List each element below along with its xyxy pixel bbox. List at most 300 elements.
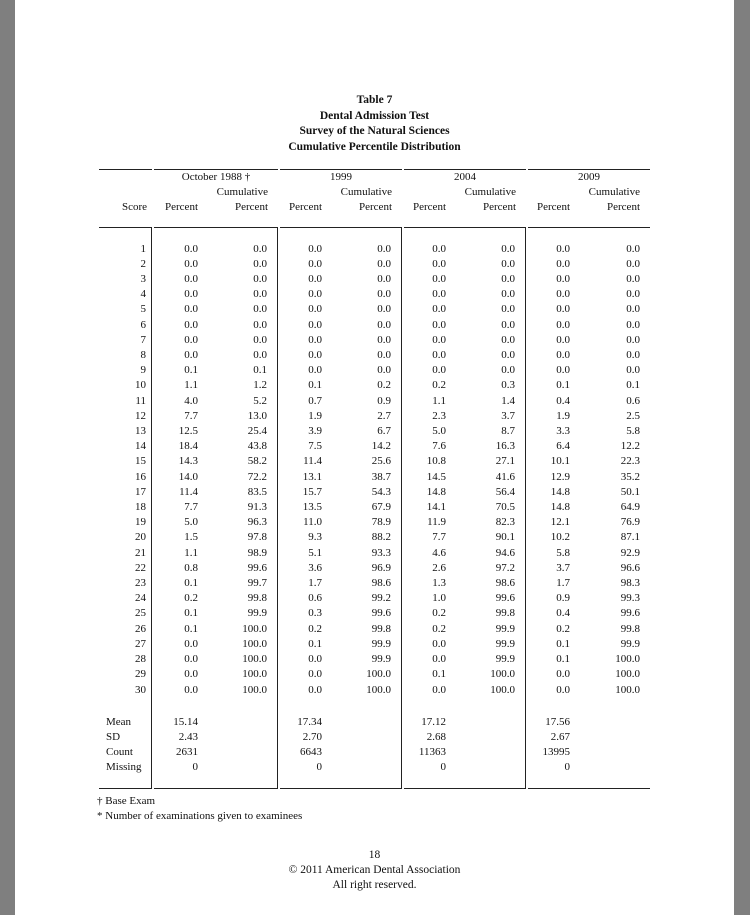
cumulative-header-row <box>99 185 650 200</box>
percent-cell: 0.4 <box>556 394 570 407</box>
percent-cell: 4.6 <box>432 546 446 559</box>
summary-value-cell: 15.14 <box>173 715 198 728</box>
summary-empty-cell <box>588 730 650 745</box>
percent-cell: 14.8 <box>426 485 446 498</box>
percent-cell: 0.0 <box>308 683 322 696</box>
percent-cell: 0.0 <box>184 303 198 316</box>
percent-cell: 5.0 <box>184 516 198 529</box>
cumulative-cell: 0.0 <box>464 257 526 272</box>
percent-cell: 7.6 <box>432 440 446 453</box>
percent-cell: 0.0 <box>432 318 446 331</box>
cumulative-cell: 0.1 <box>626 379 640 392</box>
percent-cell: 7.7 <box>184 409 198 422</box>
summary-value-cell: 0 <box>192 761 198 774</box>
cumulative-cell: 0.3 <box>464 378 526 393</box>
percent-cell: 18.4 <box>178 440 198 453</box>
cumulative-percent-column-header: Percent <box>359 201 392 214</box>
score-cell: 18 <box>99 500 152 515</box>
summary-value-cell: 17.56 <box>545 715 570 728</box>
summary-empty-cell <box>340 715 402 730</box>
cumulative-cell: 1.2 <box>216 378 278 393</box>
cumulative-cell: 0.0 <box>626 242 640 255</box>
summary-empty-cell <box>216 745 278 760</box>
cumulative-cell: 100.0 <box>615 668 640 681</box>
percent-cell: 7.7 <box>184 501 198 514</box>
table-row <box>99 302 650 317</box>
score-cell: 3 <box>99 272 152 287</box>
percent-cell: 0.0 <box>184 273 198 286</box>
cumulative-cell: 76.9 <box>620 516 640 529</box>
percent-cell: 0.0 <box>308 303 322 316</box>
percent-cell: 0.0 <box>308 318 322 331</box>
cumulative-percent-column-header: Percent <box>607 201 640 214</box>
percent-cell: 0.0 <box>184 683 198 696</box>
cumulative-cell: 0.0 <box>464 302 526 317</box>
cumulative-cell: 12.2 <box>620 440 640 453</box>
score-cell: 14 <box>99 439 152 454</box>
percent-cell: 3.7 <box>556 561 570 574</box>
percent-cell: 1.7 <box>308 577 322 590</box>
cumulative-cell: 99.9 <box>340 637 402 652</box>
cumulative-cell: 58.2 <box>216 454 278 469</box>
summary-label-cell: Mean <box>99 715 152 730</box>
cumulative-cell: 0.0 <box>626 303 640 316</box>
summary-empty-cell <box>464 745 526 760</box>
score-cell: 21 <box>99 546 152 561</box>
summary-value-cell: 2.68 <box>426 730 446 743</box>
score-cell: 24 <box>99 591 152 606</box>
bottom-rule <box>99 788 650 789</box>
cumulative-cell: 0.0 <box>216 318 278 333</box>
year-header-2009: 2009 <box>578 171 600 183</box>
cumulative-cell: 0.0 <box>464 363 526 378</box>
summary-value-cell: 0 <box>440 761 446 774</box>
percent-cell: 0.2 <box>432 607 446 620</box>
cumulative-cell: 0.0 <box>626 257 640 270</box>
year-header-row <box>99 170 650 185</box>
cumulative-cell: 56.4 <box>464 485 526 500</box>
percent-cell: 0.2 <box>556 622 570 635</box>
score-column-header: Score <box>121 201 147 214</box>
score-cell: 28 <box>99 652 152 667</box>
cumulative-cell: 100.0 <box>216 637 278 652</box>
summary-value-cell: 2.70 <box>302 730 322 743</box>
percent-cell: 0.0 <box>432 242 446 255</box>
percent-cell: 11.4 <box>179 485 198 498</box>
cumulative-cell: 0.6 <box>626 394 640 407</box>
cumulative-cell: 0.0 <box>340 272 402 287</box>
cumulative-cell: 38.7 <box>340 470 402 485</box>
header-spacer <box>99 216 650 227</box>
percent-cell: 0.0 <box>432 683 446 696</box>
cumulative-cell: 72.2 <box>216 470 278 485</box>
percent-cell: 7.7 <box>432 531 446 544</box>
cumulative-cell: 0.0 <box>216 287 278 302</box>
percent-cell: 13.5 <box>302 501 322 514</box>
table-body <box>99 242 650 698</box>
percent-cell: 1.7 <box>556 577 570 590</box>
cumulative-header: Cumulative <box>588 186 640 199</box>
percent-cell: 0.0 <box>432 257 446 270</box>
table-footer-rules <box>99 776 650 789</box>
percent-cell: 0.4 <box>556 607 570 620</box>
percent-cell: 0.0 <box>556 257 570 270</box>
percent-cell: 7.5 <box>308 440 322 453</box>
rights-line: All right reserved. <box>332 878 417 891</box>
cumulative-cell: 22.3 <box>620 455 640 468</box>
cumulative-cell: 100.0 <box>216 683 278 698</box>
cumulative-cell: 99.6 <box>340 606 402 621</box>
summary-row <box>99 730 650 745</box>
percent-cell: 3.9 <box>308 425 322 438</box>
percent-cell: 0.1 <box>308 637 322 650</box>
viewer-gutter-left <box>0 0 15 915</box>
percent-cell: 0.1 <box>556 379 570 392</box>
percent-cell: 14.5 <box>426 470 446 483</box>
percent-cell: 0.0 <box>432 288 446 301</box>
percent-cell: 0.0 <box>184 257 198 270</box>
cumulative-cell: 0.0 <box>340 257 402 272</box>
summary-value-cell: 2631 <box>176 746 198 759</box>
score-cell: 19 <box>99 515 152 530</box>
percent-cell: 0.0 <box>556 273 570 286</box>
cumulative-cell: 99.9 <box>464 637 526 652</box>
percent-cell: 12.1 <box>550 516 570 529</box>
summary-value-cell: 2.43 <box>178 730 198 743</box>
score-cell: 30 <box>99 683 152 698</box>
score-cell: 17 <box>99 485 152 500</box>
cumulative-cell: 92.9 <box>620 546 640 559</box>
percent-cell: 0.0 <box>308 653 322 666</box>
table-row <box>99 439 650 454</box>
cumulative-cell: 0.0 <box>464 242 526 257</box>
percent-cell: 12.9 <box>550 470 570 483</box>
score-cell: 9 <box>99 363 152 378</box>
cumulative-cell: 54.3 <box>340 485 402 500</box>
table-row <box>99 485 650 500</box>
score-cell: 11 <box>99 394 152 409</box>
summary-empty-cell <box>464 715 526 730</box>
percent-cell: 0.0 <box>432 349 446 362</box>
cumulative-cell: 100.0 <box>340 667 402 682</box>
table-row <box>99 500 650 515</box>
summary-empty-cell <box>216 760 278 775</box>
score-cell: 7 <box>99 333 152 348</box>
cumulative-cell: 0.1 <box>216 363 278 378</box>
cumulative-cell: 100.0 <box>464 683 526 698</box>
cumulative-cell: 0.0 <box>464 318 526 333</box>
cumulative-cell: 0.0 <box>340 333 402 348</box>
year-header-1999: 1999 <box>330 171 352 183</box>
percent-cell: 3.3 <box>556 425 570 438</box>
percentile-table <box>97 169 652 789</box>
summary-body <box>99 715 650 776</box>
score-cell: 4 <box>99 287 152 302</box>
score-cell: 10 <box>99 378 152 393</box>
footnote-base-exam: † Base Exam <box>97 794 156 807</box>
percent-cell: 0.0 <box>308 273 322 286</box>
table-title-block <box>15 93 734 155</box>
cumulative-cell: 99.3 <box>620 592 640 605</box>
percent-column-header: Percent <box>165 201 198 214</box>
percent-cell: 10.1 <box>550 455 570 468</box>
percent-cell: 13.1 <box>302 470 322 483</box>
cumulative-cell: 99.9 <box>216 606 278 621</box>
cumulative-header: Cumulative <box>216 186 268 199</box>
percent-cell: 0.0 <box>308 257 322 270</box>
percent-cell: 0.0 <box>556 303 570 316</box>
percent-cell: 1.1 <box>184 379 198 392</box>
score-cell: 2 <box>99 257 152 272</box>
table-row <box>99 576 650 591</box>
cumulative-cell: 87.1 <box>620 531 640 544</box>
summary-row <box>99 715 650 730</box>
percent-cell: 2.3 <box>432 409 446 422</box>
percent-cell: 0.8 <box>184 561 198 574</box>
year-header-1988: October 1988 † <box>181 171 251 183</box>
cumulative-percent-column-header: Percent <box>235 201 268 214</box>
title-line-distribution: Cumulative Percentile Distribution <box>288 140 461 153</box>
cumulative-cell: 2.7 <box>340 409 402 424</box>
percent-cell: 5.8 <box>556 546 570 559</box>
percent-cell: 10.2 <box>550 531 570 544</box>
cumulative-cell: 96.3 <box>216 515 278 530</box>
summary-empty-cell <box>340 760 402 775</box>
score-cell: 23 <box>99 576 152 591</box>
document-page <box>15 0 734 915</box>
summary-value-cell: 6643 <box>300 746 322 759</box>
cumulative-cell: 99.6 <box>620 607 640 620</box>
cumulative-cell: 100.0 <box>216 652 278 667</box>
table-row <box>99 348 650 363</box>
cumulative-cell: 35.2 <box>620 470 640 483</box>
table-row <box>99 318 650 333</box>
cumulative-cell: 0.0 <box>340 242 402 257</box>
cumulative-cell: 97.2 <box>464 561 526 576</box>
percent-column-header: Percent <box>289 201 322 214</box>
cumulative-cell: 91.3 <box>216 500 278 515</box>
percent-cell: 0.0 <box>184 349 198 362</box>
cumulative-percent-column-header: Percent <box>483 201 516 214</box>
percent-cell: 0.6 <box>308 592 322 605</box>
cumulative-cell: 0.0 <box>626 288 640 301</box>
cumulative-cell: 25.6 <box>340 454 402 469</box>
copyright-line: © 2011 American Dental Association <box>288 863 461 876</box>
percent-cell: 0.3 <box>308 607 322 620</box>
percent-cell: 14.1 <box>426 501 446 514</box>
percent-cell: 12.5 <box>178 425 198 438</box>
percent-cell: 15.7 <box>302 485 322 498</box>
percent-cell: 0.0 <box>308 668 322 681</box>
cumulative-cell: 99.6 <box>216 561 278 576</box>
table-row <box>99 667 650 682</box>
score-cell: 1 <box>99 242 152 257</box>
cumulative-cell: 0.0 <box>340 318 402 333</box>
percent-cell: 0.0 <box>432 273 446 286</box>
cumulative-cell: 99.8 <box>216 591 278 606</box>
cumulative-cell: 100.0 <box>615 653 640 666</box>
percent-cell: 0.1 <box>184 577 198 590</box>
percent-cell: 0.0 <box>556 683 570 696</box>
cumulative-cell: 0.0 <box>216 242 278 257</box>
table-row <box>99 591 650 606</box>
cumulative-cell: 0.0 <box>626 364 640 377</box>
cumulative-cell: 64.9 <box>620 501 640 514</box>
cumulative-cell: 0.9 <box>340 394 402 409</box>
page-footer <box>15 848 734 893</box>
percent-cell: 1.1 <box>432 394 446 407</box>
summary-value-cell: 0 <box>564 761 570 774</box>
body-top-spacer <box>99 228 650 242</box>
bottom-spacer <box>99 776 650 788</box>
footnotes <box>97 794 734 824</box>
cumulative-cell: 0.0 <box>626 333 640 346</box>
score-cell: 5 <box>99 302 152 317</box>
cumulative-cell: 0.0 <box>216 333 278 348</box>
cumulative-cell: 14.2 <box>340 439 402 454</box>
percent-cell: 14.3 <box>178 455 198 468</box>
summary-empty-cell <box>340 745 402 760</box>
cumulative-cell: 98.9 <box>216 546 278 561</box>
score-cell: 20 <box>99 530 152 545</box>
table-row <box>99 394 650 409</box>
score-cell: 6 <box>99 318 152 333</box>
cumulative-cell: 82.3 <box>464 515 526 530</box>
summary-value-cell: 17.12 <box>421 715 446 728</box>
summary-spacer <box>99 698 650 715</box>
cumulative-cell: 100.0 <box>340 683 402 698</box>
cumulative-cell: 83.5 <box>216 485 278 500</box>
percent-cell: 0.0 <box>184 242 198 255</box>
year-header-2004: 2004 <box>454 171 476 183</box>
percent-cell: 2.6 <box>432 561 446 574</box>
cumulative-cell: 99.6 <box>464 591 526 606</box>
percent-cell: 0.0 <box>308 242 322 255</box>
cumulative-cell: 96.6 <box>620 561 640 574</box>
percent-cell: 0.0 <box>308 364 322 377</box>
cumulative-cell: 13.0 <box>216 409 278 424</box>
table-row <box>99 530 650 545</box>
percent-cell: 0.0 <box>184 333 198 346</box>
cumulative-header: Cumulative <box>340 186 392 199</box>
cumulative-cell: 2.5 <box>626 409 640 422</box>
percent-cell: 14.8 <box>550 485 570 498</box>
cumulative-cell: 99.9 <box>464 622 526 637</box>
footnote-examinations: * Number of examinations given to examinees <box>97 809 303 822</box>
cumulative-cell: 78.9 <box>340 515 402 530</box>
percent-cell: 0.1 <box>184 364 198 377</box>
percent-cell: 0.0 <box>556 668 570 681</box>
percent-cell: 0.0 <box>556 242 570 255</box>
percent-cell: 4.0 <box>184 394 198 407</box>
percent-cell: 0.0 <box>432 303 446 316</box>
table-row <box>99 637 650 652</box>
percent-column-header: Percent <box>537 201 570 214</box>
cumulative-cell: 0.0 <box>216 348 278 363</box>
percent-cell: 0.2 <box>432 622 446 635</box>
table-row <box>99 333 650 348</box>
summary-empty-cell <box>216 715 278 730</box>
percent-cell: 0.1 <box>308 379 322 392</box>
percent-cell: 1.0 <box>432 592 446 605</box>
table-row <box>99 683 650 698</box>
percent-cell: 1.1 <box>184 546 198 559</box>
cumulative-cell: 0.0 <box>626 273 640 286</box>
percent-cell: 0.0 <box>556 288 570 301</box>
percent-cell: 0.2 <box>432 379 446 392</box>
percent-cell: 5.1 <box>308 546 322 559</box>
cumulative-cell: 99.9 <box>464 652 526 667</box>
score-cell: 27 <box>99 637 152 652</box>
percent-cell: 0.0 <box>556 333 570 346</box>
table-row <box>99 515 650 530</box>
cumulative-cell: 99.8 <box>340 622 402 637</box>
score-cell: 13 <box>99 424 152 439</box>
cumulative-cell: 99.9 <box>340 652 402 667</box>
cumulative-cell: 0.0 <box>216 257 278 272</box>
percent-cell: 0.0 <box>308 333 322 346</box>
cumulative-cell: 98.6 <box>464 576 526 591</box>
cumulative-cell: 43.8 <box>216 439 278 454</box>
cumulative-cell: 8.7 <box>464 424 526 439</box>
percent-cell: 0.1 <box>184 607 198 620</box>
table-row <box>99 652 650 667</box>
summary-empty-cell <box>588 760 650 775</box>
title-line-test-name: Dental Admission Test <box>319 109 430 122</box>
percent-cell: 1.5 <box>184 531 198 544</box>
cumulative-cell: 70.5 <box>464 500 526 515</box>
summary-value-cell: 17.34 <box>297 715 322 728</box>
score-cell: 12 <box>99 409 152 424</box>
table-header <box>99 169 650 242</box>
percent-cell: 0.0 <box>184 288 198 301</box>
cumulative-cell: 100.0 <box>216 667 278 682</box>
percent-cell: 0.0 <box>556 318 570 331</box>
percent-cell: 1.9 <box>556 409 570 422</box>
cumulative-header: Cumulative <box>464 186 516 199</box>
cumulative-cell: 0.0 <box>216 272 278 287</box>
cumulative-cell: 93.3 <box>340 546 402 561</box>
viewer-gutter-right <box>734 0 750 915</box>
table-row <box>99 546 650 561</box>
percent-cell: 9.3 <box>308 531 322 544</box>
score-cell: 8 <box>99 348 152 363</box>
cumulative-cell: 98.6 <box>340 576 402 591</box>
summary-empty-cell <box>588 745 650 760</box>
table-row <box>99 424 650 439</box>
table-row <box>99 409 650 424</box>
cumulative-cell: 0.0 <box>464 272 526 287</box>
percent-cell: 0.0 <box>432 637 446 650</box>
percent-cell: 0.9 <box>556 592 570 605</box>
percent-cell: 0.0 <box>432 333 446 346</box>
percent-cell: 0.2 <box>308 622 322 635</box>
percent-cell: 1.3 <box>432 577 446 590</box>
cumulative-cell: 0.0 <box>216 302 278 317</box>
cumulative-cell: 99.9 <box>620 637 640 650</box>
percent-cell: 0.0 <box>308 349 322 362</box>
cumulative-cell: 0.0 <box>340 363 402 378</box>
summary-value-cell: 13995 <box>542 746 570 759</box>
page-number: 18 <box>368 848 381 861</box>
cumulative-cell: 0.0 <box>340 302 402 317</box>
summary-empty-cell <box>464 730 526 745</box>
percent-cell: 1.9 <box>308 409 322 422</box>
percent-cell: 0.0 <box>184 637 198 650</box>
column-header-row <box>99 200 650 215</box>
cumulative-cell: 0.0 <box>340 287 402 302</box>
score-cell: 26 <box>99 622 152 637</box>
